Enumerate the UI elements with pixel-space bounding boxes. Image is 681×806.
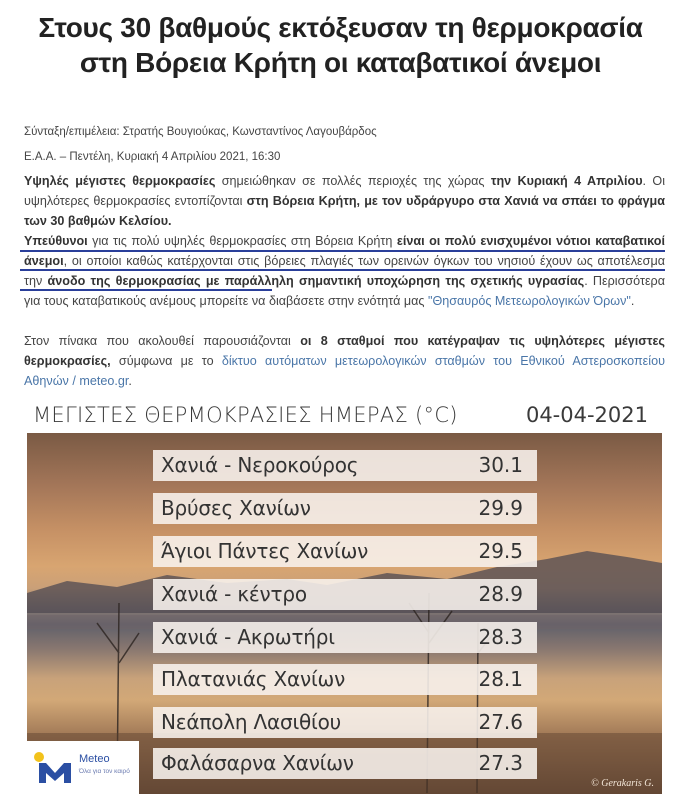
station-row (153, 664, 537, 695)
station-name: Βρύσες Χανίων (161, 496, 311, 520)
text: . (128, 374, 132, 388)
bold-text: στη Βόρεια Κρήτη, με τον υδράργυρο στα Χανιά να σπάει το φράγμα των 30 βαθμών Κελσίου. (24, 194, 666, 228)
station-temperature: 28.3 (478, 625, 523, 649)
text: Στον πίνακα που ακολουθεί παρουσιάζονται (24, 334, 301, 348)
infographic-date: 04-04-2021 (525, 403, 648, 427)
bold-text: Υπεύθυνοι (24, 234, 88, 248)
paragraph-intro (24, 171, 665, 231)
station-row (153, 493, 537, 524)
station-temperature: 28.9 (478, 582, 523, 606)
text: . (630, 294, 635, 308)
bold-text: την Κυριακή 4 Απριλίου (490, 174, 643, 188)
logo-tagline: Όλα για τον καιρό (79, 768, 130, 775)
photo-credit: © Gerakaris G. (591, 778, 654, 789)
infographic-header (27, 399, 662, 433)
bold-text: οι 8 σταθμοί που κατέγραψαν τις υψηλότερες μέγιστες θερμοκρασίες, (24, 334, 665, 368)
network-link[interactable]: δίκτυο αυτόματων μετεωρολογικών σταθμών του Εθνικού Αστεροσκοπείου Αθηνών / meteo.gr (24, 354, 665, 388)
article-title: Στους 30 βαθμούς εκτόξευσαν τη θερμοκρασία στη Βόρεια Κρήτη οι καταβατικοί άνεμοι (38, 12, 643, 78)
station-row (153, 622, 537, 653)
station-name: Χανιά - Νεροκούρος (161, 453, 359, 477)
text: . Οι υψηλότερες θερμοκρασίες εντοπίζονται (24, 174, 666, 208)
station-temperature: 27.6 (478, 710, 523, 734)
meteo-logo (27, 741, 139, 794)
station-name: Άγιοι Πάντες Χανίων (161, 539, 369, 563)
meteo-m-icon (33, 749, 77, 785)
station-name: Χανιά - κέντρο (161, 582, 307, 606)
sunset-lake-photo (27, 433, 662, 794)
paragraph-table-intro (24, 331, 665, 391)
article-authors: Σύνταξη/επιμέλεια: Στρατής Βουγιούκας, Κωνσταντίνος Λαγουβάρδος (24, 126, 377, 138)
article-dateline: Ε.Α.Α. – Πεντέλη, Κυριακή 4 Απριλίου 2021, 16:30 (24, 151, 281, 163)
station-name: Φαλάσαρνα Χανίων (161, 751, 354, 775)
landscape-silhouette (27, 433, 662, 794)
bold-text: είναι οι πολύ ενισχυμένοι νότιοι καταβατικοί άνεμοι (24, 234, 665, 268)
bold-text: Υψηλές μέγιστες θερμοκρασίες (24, 174, 216, 188)
glossary-link[interactable]: "Θησαυρός Μετεωρολογικών Όρων" (427, 294, 631, 308)
station-row (153, 536, 537, 567)
station-name: Χανιά - Ακρωτήρι (161, 625, 335, 649)
station-row (153, 707, 537, 738)
text: . Περισσότερα για τους καταβατικούς ανέμους μπορείτε να διαβάσετε στην ενότητά μας (24, 274, 666, 308)
highlight-underline (20, 269, 665, 271)
station-temperature: 27.3 (478, 751, 523, 775)
text: σύμφωνα με το (110, 354, 222, 368)
station-row (153, 450, 537, 481)
bold-text: άνοδο της θερμοκρασίας με παράλληλη σημαντική υποχώρηση της σχετικής υγρασίας (47, 274, 585, 288)
text: σημειώθηκαν σε πολλές περιοχές της χώρας (215, 174, 491, 188)
station-temperature: 28.1 (478, 667, 523, 691)
temperature-infographic (27, 399, 662, 794)
station-name: Νεάπολη Λασιθίου (161, 710, 342, 734)
station-temperature: 29.9 (478, 496, 523, 520)
station-temperature: 30.1 (478, 453, 523, 477)
paragraph-cause (24, 231, 665, 311)
logo-name: Meteo (79, 753, 110, 765)
infographic-title: ΜΕΓΙΣΤΕΣ ΘΕΡΜΟΚΡΑΣΙΕΣ ΗΜΕΡΑΣ (°C) (33, 403, 458, 427)
highlight-underline (20, 250, 665, 252)
station-name: Πλατανιάς Χανίων (161, 667, 346, 691)
station-row (153, 579, 537, 610)
station-row (153, 748, 537, 779)
station-temperature: 29.5 (478, 539, 523, 563)
text: για τις πολύ υψηλές θερμοκρασίες στη Βόρεια Κρήτη (87, 234, 397, 248)
highlight-underline (20, 289, 272, 291)
text: , οι οποίοι καθώς κατέρχονται στις βόρειες πλαγιές των ορεινών όγκων του νησιού έχουν ως αποτέλεσμα την (24, 254, 665, 288)
